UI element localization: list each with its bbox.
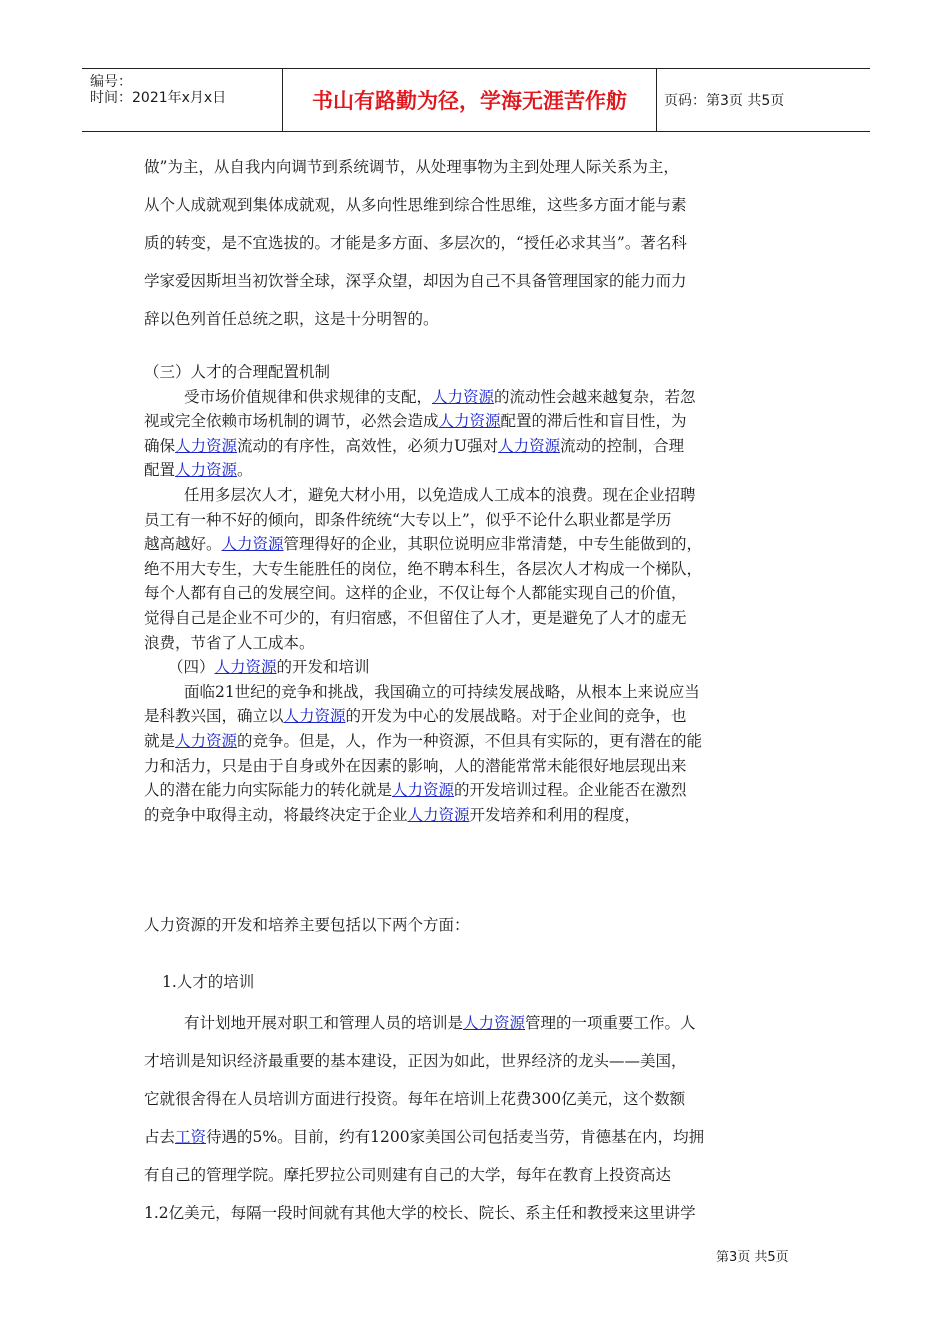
- wage-link[interactable]: 工资: [175, 1128, 207, 1146]
- header-motto: 书山有路勤为径，学海无涯苦作舫: [282, 69, 657, 131]
- text-line: 才培训是知识经济最重要的基本建设，正因为如此，世界经济的龙头——美国，: [144, 1052, 687, 1070]
- text-line: 做”为主，从自我内向调节到系统调节，从处理事物为主到处理人际关系为主，: [144, 158, 679, 176]
- text-line: 面临21世纪的竞争和挑战，我国确立的可持续发展战略，从根本上来说应当: [184, 682, 700, 701]
- date-label: 时间：2021年x月x日: [90, 90, 227, 106]
- text-line: 员工有一种不好的倾向，即条件统统“大专以上”，似乎不论什么职业都是学历: [144, 510, 672, 529]
- text-line: 1.2亿美元，每隔一段时间就有其他大学的校长、院长、系主任和教授来这里讲学: [144, 1204, 696, 1222]
- text-line: 有自己的管理学院。摩托罗拉公司则建有自己的大学，每年在教育上投资高达: [144, 1166, 672, 1184]
- paragraph-training: [144, 1004, 809, 1232]
- text-line: 的竞争中取得主动，将最终决定于企业人力资源开发培养和利用的程度，: [144, 805, 641, 824]
- number-label: 编号：: [90, 74, 132, 90]
- hr-link[interactable]: 人力资源: [432, 387, 495, 406]
- footer-page-number: 第3页 共5页: [716, 1250, 789, 1265]
- text-line: 绝不用大专生，大专生能胜任的岗位，绝不聘本科生，各层次人才构成一个梯队，: [144, 559, 703, 578]
- text-line: 每个人都有自己的发展空间。这样的企业，不仅让每个人都能实现自己的价值，: [144, 584, 687, 603]
- text-line: 越高越好。人力资源管理得好的企业，其职位说明应非常清楚，中专生能做到的，: [144, 535, 703, 554]
- subheading-training: 1.人才的培训: [162, 973, 255, 991]
- hr-link[interactable]: 人力资源: [438, 412, 501, 431]
- hr-link[interactable]: 人力资源: [175, 461, 238, 480]
- hr-link[interactable]: 人力资源: [283, 707, 346, 726]
- text-line: 任用多层次人才，避免大材小用，以免造成人工成本的浪费。现在企业招聘: [184, 485, 696, 504]
- page-header: [82, 68, 870, 132]
- hr-link[interactable]: 人力资源: [463, 1014, 526, 1032]
- hr-link[interactable]: 人力资源: [498, 436, 561, 455]
- text-line: 质的转变，是不宜选拔的。才能是多方面、多层次的，“授任必求其当”。著名科: [144, 234, 687, 252]
- section-3: [144, 360, 809, 827]
- text-line: 视或完全依赖市场机制的调节，必然会造成人力资源配置的滞后性和盲目性，为: [144, 412, 687, 431]
- text-line: 有计划地开展对职工和管理人员的培训是人力资源管理的一项重要工作。人: [184, 1014, 696, 1032]
- text-line: 力和活力，只是由于自身或外在因素的影响，人的潜能常常未能很好地层现出来: [144, 756, 687, 775]
- header-page-number: 页码：第3页 共5页: [664, 93, 785, 109]
- text-line: 辞以色列首任总统之职，这是十分明智的。: [144, 310, 439, 328]
- hr-link[interactable]: 人力资源: [175, 731, 238, 750]
- section-heading: （四）人力资源的开发和培训: [168, 658, 370, 677]
- intro-line: 人力资源的开发和培养主要包括以下两个方面：: [144, 916, 470, 934]
- hr-link[interactable]: 人力资源: [221, 535, 284, 554]
- hr-link[interactable]: 人力资源: [392, 781, 455, 800]
- text-line: 受市场价值规律和供求规律的支配，人力资源的流动性会越来越复杂，若忽: [184, 387, 696, 406]
- text-line: 配置人力资源。: [144, 461, 253, 480]
- text-line: 确保人力资源流动的有序性，高效性，必须力U强对人力资源流动的控制，合理: [144, 436, 685, 455]
- text-line: 是科教兴国，确立以人力资源的开发为中心的发展战略。对于企业间的竞争，也: [144, 707, 687, 726]
- text-line: 它就很舍得在人员培训方面进行投资。每年在培训上花费300亿美元，这个数额: [144, 1090, 686, 1108]
- hr-link[interactable]: 人力资源: [214, 658, 277, 677]
- section-heading: （三）人才的合理配置机制: [144, 363, 331, 381]
- hr-link[interactable]: 人力资源: [175, 436, 238, 455]
- text-line: 学家爱因斯坦当初饮誉全球，深孚众望，却因为自己不具备管理国家的能力而力: [144, 272, 687, 290]
- text-line: 人的潜在能力向实际能力的转化就是人力资源的开发培训过程。企业能否在激烈: [144, 781, 687, 800]
- text-line: 从个人成就观到集体成就观，从多向性思维到综合性思维，这些多方面才能与素: [144, 196, 687, 214]
- text-line: 浪费，节省了人工成本。: [144, 633, 315, 652]
- text-line: 占去工资待遇的5%。目前，约有1200家美国公司包括麦当劳，肯德基在内，均拥: [144, 1128, 705, 1146]
- text-line: 就是人力资源的竞争。但是，人，作为一种资源，不但具有实际的，更有潜在的能: [144, 731, 703, 750]
- paragraph-intro: [144, 148, 809, 338]
- text-line: 觉得自己是企业不可少的，有归宿感，不但留住了人才，更是避免了人才的虚无: [144, 608, 687, 627]
- hr-link[interactable]: 人力资源: [407, 805, 470, 824]
- header-meta: [82, 69, 282, 131]
